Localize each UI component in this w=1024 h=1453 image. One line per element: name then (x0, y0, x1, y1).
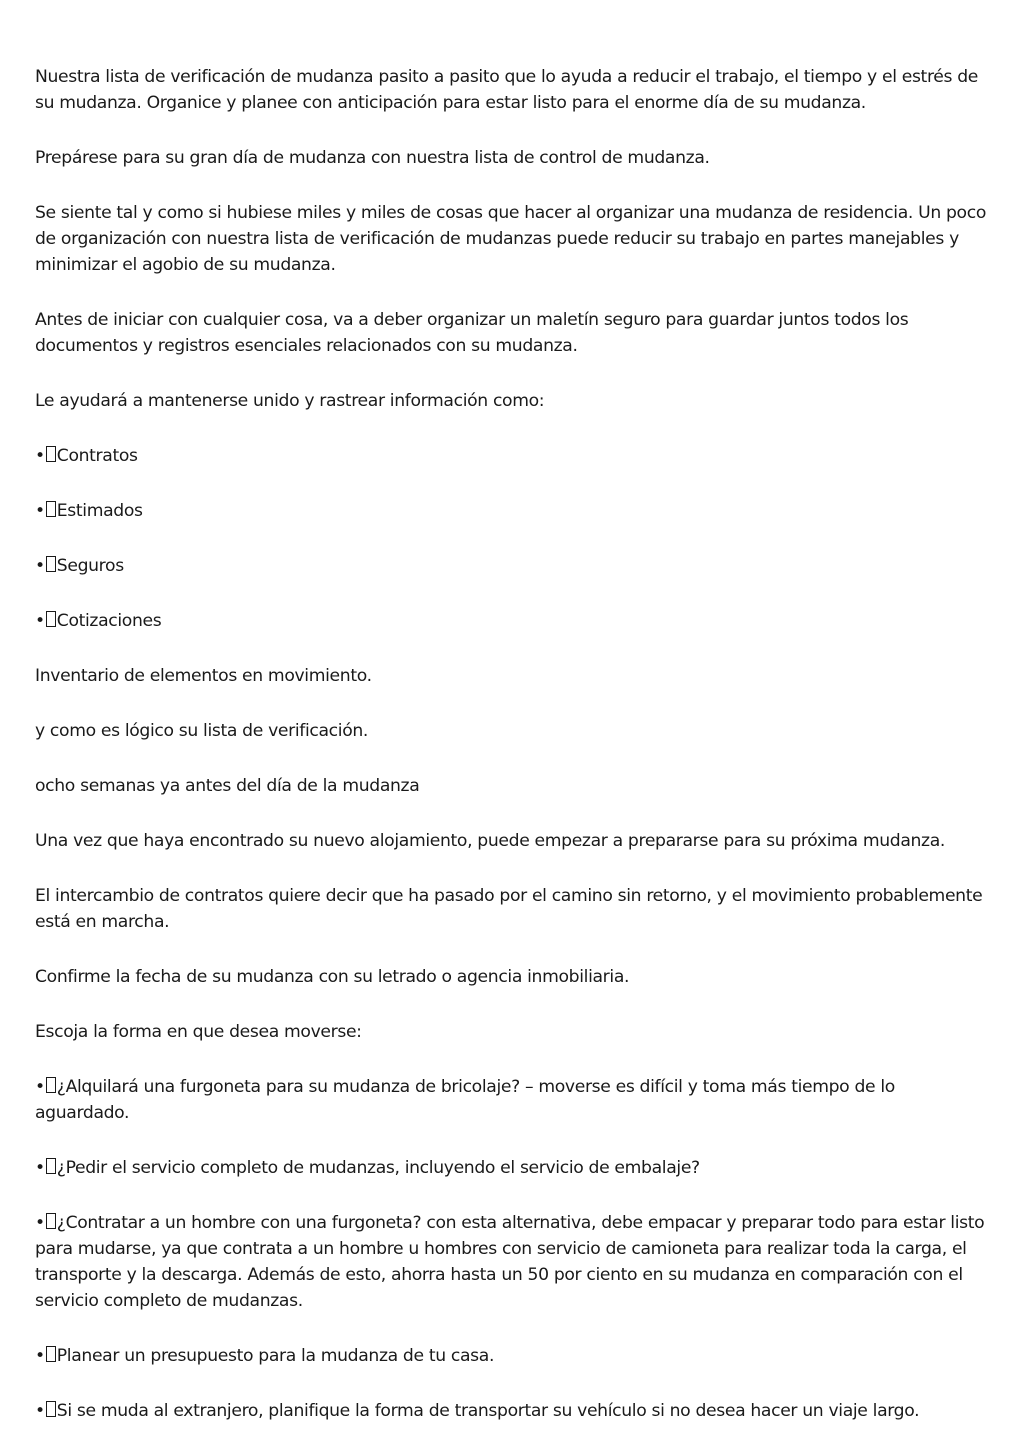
missing-glyph-icon (46, 611, 56, 627)
paragraph: Inventario de elementos en movimiento. (35, 666, 372, 686)
missing-glyph-icon (46, 1213, 56, 1229)
bullet-item (35, 1398, 993, 1424)
bullet-text: Planear un presupuesto para la mudanza de tu casa. (56, 1346, 495, 1366)
paragraph: Escoja la forma en que desea moverse: (35, 1022, 362, 1042)
missing-glyph-icon (46, 446, 56, 462)
bullet-icon: • (35, 1346, 45, 1366)
paragraph: Se siente tal y como si hubiese miles y miles de cosas que hacer al organizar una mudanza de residencia. Un poco de organización con nuestra lista de verificación de mudanzas puede reducir su trabajo en partes manejables y minimizar el agobio de su mudanza. (35, 203, 986, 275)
bullet-icon: • (35, 1213, 45, 1233)
bullet-icon: • (35, 1077, 45, 1097)
bullet-item (35, 608, 993, 634)
missing-glyph-icon (46, 1401, 56, 1417)
bullet-icon: • (35, 1401, 45, 1421)
paragraph: Confirme la fecha de su mudanza con su letrado o agencia inmobiliaria. (35, 967, 630, 987)
paragraph: El intercambio de contratos quiere decir que ha pasado por el camino sin retorno, y el movimiento probablemente está en marcha. (35, 886, 983, 932)
bullet-item (35, 1155, 993, 1181)
missing-glyph-icon (46, 501, 56, 517)
bullet-item (35, 498, 993, 524)
paragraph: Prepárese para su gran día de mudanza con nuestra lista de control de mudanza. (35, 148, 710, 168)
bullet-text: Seguros (56, 556, 124, 576)
bullet-text: Si se muda al extranjero, planifique la forma de transportar su vehículo si no desea hacer un viaje largo. (56, 1401, 920, 1421)
missing-glyph-icon (46, 1077, 56, 1093)
bullet-text: Estimados (56, 501, 143, 521)
bullet-item (35, 1074, 993, 1126)
bullet-item (35, 1210, 993, 1314)
paragraph: Una vez que haya encontrado su nuevo alojamiento, puede empezar a prepararse para su próxima mudanza. (35, 831, 946, 851)
bullet-text: Cotizaciones (56, 611, 162, 631)
bullet-icon: • (35, 1158, 45, 1178)
bullet-item (35, 553, 993, 579)
paragraph: Nuestra lista de verificación de mudanza pasito a pasito que lo ayuda a reducir el trabajo, el tiempo y el estrés de su mudanza. Organice y planee con anticipación para estar listo para el enorme día de su mudanza. (35, 67, 979, 113)
bullet-text: ¿Alquilará una furgoneta para su mudanza de bricolaje? – moverse es difícil y toma más tiempo de lo aguardado. (35, 1077, 895, 1123)
missing-glyph-icon (46, 1158, 56, 1174)
bullet-text: ¿Contratar a un hombre con una furgoneta? con esta alternativa, debe empacar y preparar todo para estar listo para mudarse, ya que contrata a un hombre u hombres con servicio de camioneta para realizar toda la carga, el transporte y la descarga. Además de esto, ahorra hasta un 50 por ciento en su mudanza en comparación con el servicio completo de mudanzas. (35, 1213, 985, 1311)
missing-glyph-icon (46, 1346, 56, 1362)
bullet-icon: • (35, 501, 45, 521)
bullet-item (35, 443, 993, 469)
bullet-item (35, 1343, 993, 1369)
paragraph: ocho semanas ya antes del día de la mudanza (35, 776, 420, 796)
bullet-icon: • (35, 611, 45, 631)
bullet-text: ¿Pedir el servicio completo de mudanzas, incluyendo el servicio de embalaje? (56, 1158, 700, 1178)
paragraph: Le ayudará a mantenerse unido y rastrear información como: (35, 391, 545, 411)
bullet-text: Contratos (56, 446, 138, 466)
document-body (35, 64, 993, 1453)
bullet-icon: • (35, 446, 45, 466)
paragraph: Antes de iniciar con cualquier cosa, va a deber organizar un maletín seguro para guardar juntos todos los documentos y registros esenciales relacionados con su mudanza. (35, 310, 909, 356)
missing-glyph-icon (46, 556, 56, 572)
paragraph: y como es lógico su lista de verificación. (35, 721, 369, 741)
bullet-icon: • (35, 556, 45, 576)
